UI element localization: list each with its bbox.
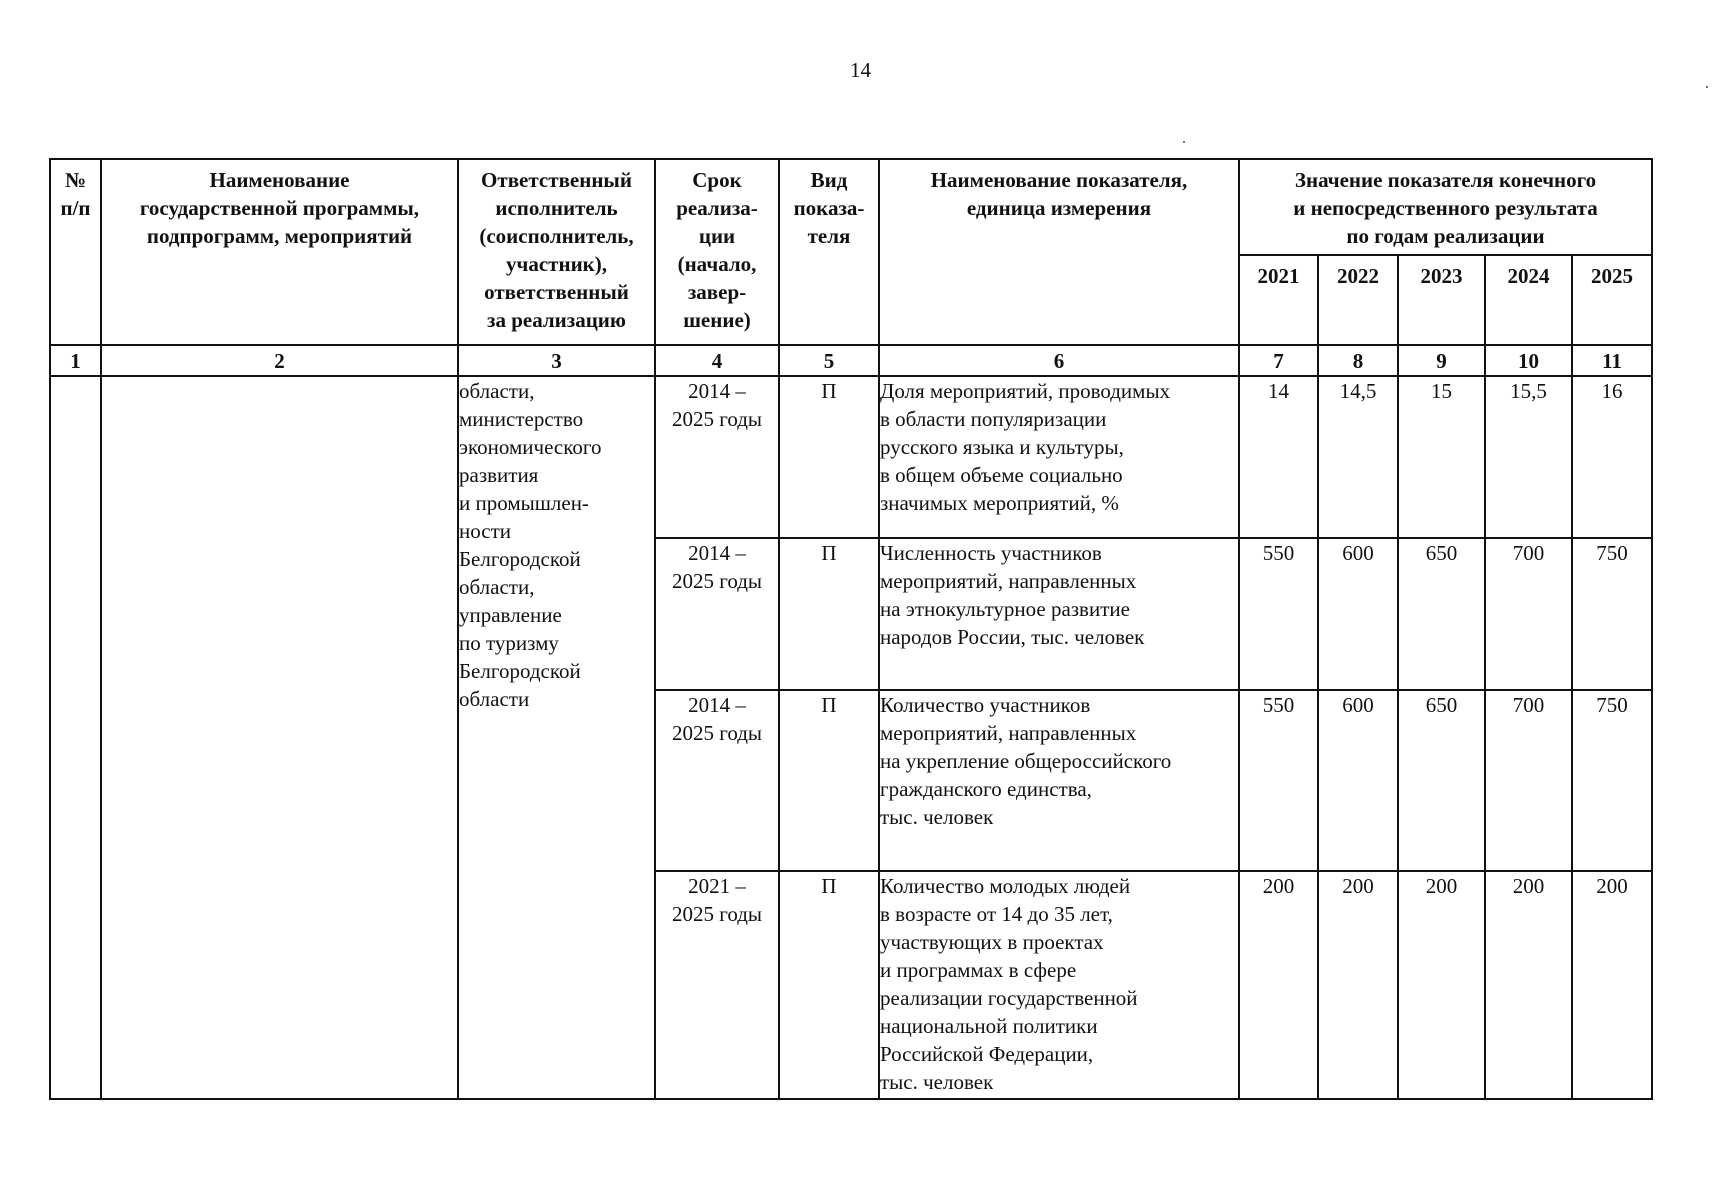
- header-year: 2021: [1239, 255, 1318, 345]
- column-number-row: [50, 345, 1652, 376]
- indicator-name-cell: Количество молодых людей в возрасте от 14 до 35 лет, участвующих в проектах и программах в сфере реализации государственной национальной политики Российской Федерации, тыс. человек: [879, 871, 1239, 1099]
- value-2025: 750: [1572, 690, 1652, 871]
- column-number: 2: [101, 345, 458, 376]
- value-2025: 16: [1572, 376, 1652, 538]
- indicator-type-cell: П: [779, 690, 879, 871]
- column-number: 6: [879, 345, 1239, 376]
- value-2022: 14,5: [1318, 376, 1398, 538]
- indicator-name-cell: Количество участников мероприятий, направленных на укрепление общероссийского гражданского единства, тыс. человек: [879, 690, 1239, 871]
- value-2021: 14: [1239, 376, 1318, 538]
- value-2023: 650: [1398, 538, 1485, 690]
- value-2025: 200: [1572, 871, 1652, 1099]
- value-2023: 200: [1398, 871, 1485, 1099]
- num-cell: [50, 376, 101, 1099]
- header-row: [50, 159, 1652, 255]
- header-indicator-name: Наименование показателя, единица измерения: [879, 159, 1239, 345]
- header-year: 2022: [1318, 255, 1398, 345]
- term-cell: 2014 – 2025 годы: [655, 690, 779, 871]
- term-cell: 2014 – 2025 годы: [655, 538, 779, 690]
- value-2022: 200: [1318, 871, 1398, 1099]
- value-2021: 550: [1239, 538, 1318, 690]
- value-2021: 200: [1239, 871, 1318, 1099]
- column-number: 1: [50, 345, 101, 376]
- executor-cell: области, министерство экономического развития и промышлен- ности Белгородской области, управление по туризму Белгородской области: [458, 376, 655, 1099]
- page-number: 14: [850, 58, 871, 82]
- term-cell: 2021 – 2025 годы: [655, 871, 779, 1099]
- header-program-name: Наименование государственной программы, подпрограмм, мероприятий: [101, 159, 458, 345]
- value-2024: 200: [1485, 871, 1572, 1099]
- column-number: 4: [655, 345, 779, 376]
- indicator-name-cell: Численность участников мероприятий, направленных на этнокультурное развитие народов России, тыс. человек: [879, 538, 1239, 690]
- value-2023: 15: [1398, 376, 1485, 538]
- indicator-type-cell: П: [779, 376, 879, 538]
- value-2024: 700: [1485, 538, 1572, 690]
- value-2025: 750: [1572, 538, 1652, 690]
- header-num: № п/п: [50, 159, 101, 345]
- indicators-table: [49, 158, 1653, 1100]
- table-row: [50, 376, 1652, 538]
- header-executor: Ответственный исполнитель (соисполнитель, участник), ответственный за реализацию: [458, 159, 655, 345]
- header-year: 2024: [1485, 255, 1572, 345]
- value-2022: 600: [1318, 538, 1398, 690]
- column-number: 10: [1485, 345, 1572, 376]
- column-number: 7: [1239, 345, 1318, 376]
- program-name-cell: [101, 376, 458, 1099]
- column-number: 3: [458, 345, 655, 376]
- value-2024: 700: [1485, 690, 1572, 871]
- term-cell: 2014 – 2025 годы: [655, 376, 779, 538]
- header-year: 2025: [1572, 255, 1652, 345]
- column-number: 5: [779, 345, 879, 376]
- scan-speck: [1183, 141, 1185, 143]
- indicator-type-cell: П: [779, 871, 879, 1099]
- header-indicator-type: Вид показа- теля: [779, 159, 879, 345]
- header-values-group: Значение показателя конечного и непосредственного результата по годам реализации: [1239, 159, 1652, 255]
- value-2021: 550: [1239, 690, 1318, 871]
- value-2023: 650: [1398, 690, 1485, 871]
- scan-speck: [1706, 86, 1708, 88]
- column-number: 8: [1318, 345, 1398, 376]
- value-2024: 15,5: [1485, 376, 1572, 538]
- indicator-type-cell: П: [779, 538, 879, 690]
- column-number: 9: [1398, 345, 1485, 376]
- value-2022: 600: [1318, 690, 1398, 871]
- indicator-name-cell: Доля мероприятий, проводимых в области популяризации русского языка и культуры, в общем объеме социально значимых мероприятий, %: [879, 376, 1239, 538]
- column-number: 11: [1572, 345, 1652, 376]
- header-year: 2023: [1398, 255, 1485, 345]
- header-term: Срок реализа- ции (начало, завер- шение): [655, 159, 779, 345]
